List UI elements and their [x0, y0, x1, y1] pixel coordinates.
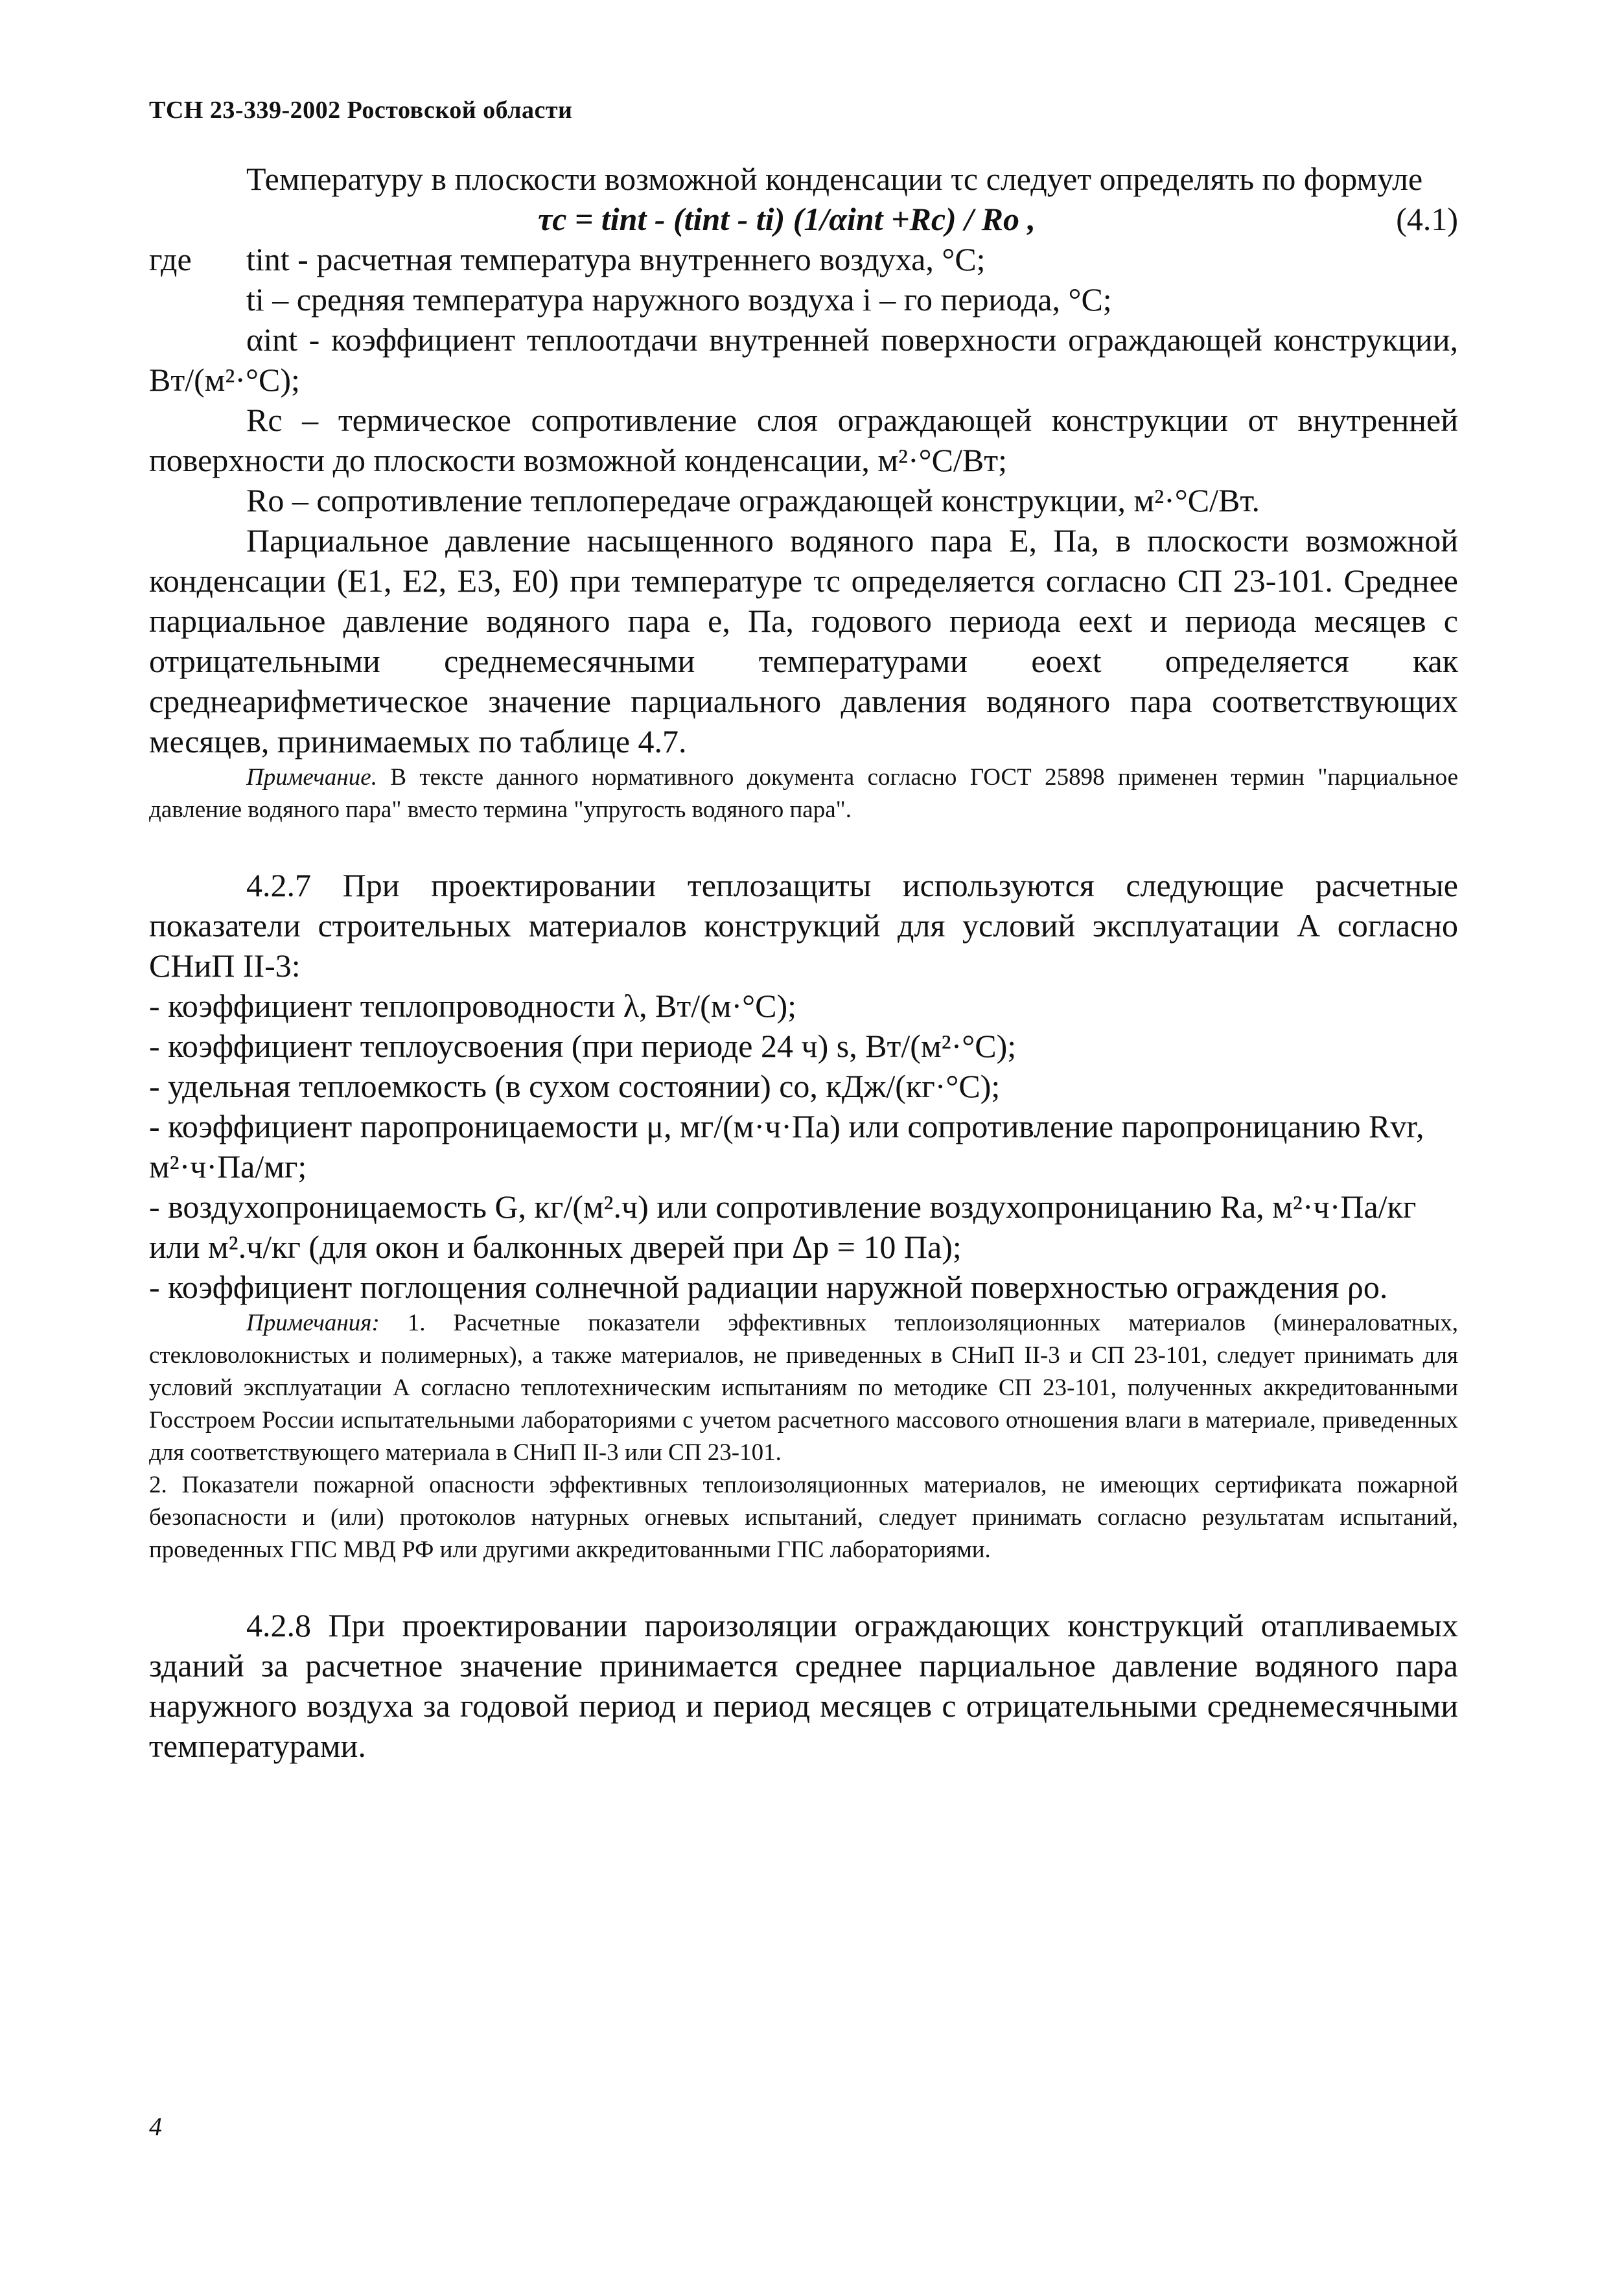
definition-ro: Ro – сопротивление теплопередаче ограждающей конструкции, м²·°С/Вт.	[246, 482, 1260, 518]
note-a-text: 1. Расчетные показатели эффективных теплоизоляционных материалов (минераловатных, стекловолокнистых и полимерных), а также материалов, не приведенных в СНиП II-3 и СП 23-101, следует принимать для условий эксплуатации А согласно теплотехническим испытаниям по методике СП 23-101, полученных аккредитованными Госстроем России испытательными лабораториями с учетом расчетного массового отношения влаги в материале, приведенных для соответствующего материала в СНиП II-3 или СП 23-101.	[149, 1310, 1459, 1466]
intro-paragraph: Температуру в плоскости возможной конденсации τc следует определять по формуле	[246, 161, 1423, 197]
notes-first	[149, 1307, 1458, 1469]
list-item: - коэффициент поглощения солнечной радиации наружной поверхностью ограждения ρo.	[149, 1269, 1388, 1305]
section-4-2-7-number: 4.2.7	[246, 867, 311, 903]
section-4-2-7-text: При проектировании теплозащиты используются следующие расчетные показатели строительных материалов конструкций для условий эксплуатации А согласно СНиП II-3:	[149, 867, 1458, 984]
note-text: В тексте данного нормативного документа согласно ГОСТ 25898 применен термин "парциальное давление водяного пара" вместо термина "упругость водяного пара".	[149, 764, 1459, 823]
where-label: где	[149, 241, 192, 277]
formula-4-1	[149, 199, 1458, 239]
notes-label: Примечания:	[246, 1310, 380, 1336]
list-item: - удельная теплоемкость (в сухом состоянии) co, кДж/(кг·°С);	[149, 1068, 1001, 1104]
list-item: - коэффициент теплопроводности λ, Вт/(м·°С);	[149, 988, 796, 1024]
pressure-paragraph: Парциальное давление насыщенного водяного пара E, Па, в плоскости возможной конденсации (E1, E2, E3, E0) при температуре τc определяется согласно СП 23-101. Среднее парциальное давление водяного пара e, Па, годового периода eext и периода месяцев с отрицательными среднемесячными температурами eoext определяется как среднеарифметическое значение парциального давления водяного пара соответствующих месяцев, принимаемых по таблице 4.7.	[149, 522, 1458, 760]
definition-tint	[149, 239, 1458, 279]
formula-number: (4.1)	[1396, 201, 1458, 237]
definition-tint-text: tint - расчетная температура внутреннего воздуха, °С;	[246, 241, 986, 277]
notes-second: 2. Показатели пожарной опасности эффективных теплоизоляционных материалов, не имеющих сертификата пожарной безопасности и (или) протоколов натурных огневых испытаний, следует принимать согласно результатам испытаний, проведенных ГПС МВД РФ или другими аккредитованными ГПС лабораториями.	[149, 1472, 1458, 1563]
list-item: - воздухопроницаемость G, кг/(м².ч) или сопротивление воздухопроницанию Ra, м²·ч·Па/кг или м².ч/кг (для окон и балконных дверей при Δp = 10 Па);	[149, 1189, 1417, 1265]
section-4-2-8-text: При проектировании пароизоляции ограждающих конструкций отапливаемых зданий за расчетное значение принимается среднее парциальное давление водяного пара наружного воздуха за годовой период и период месяцев с отрицательными среднемесячными температурами.	[149, 1607, 1458, 1764]
definition-ti: ti – средняя температура наружного воздуха i – го периода, °С;	[246, 281, 1112, 318]
document-header: ТСН 23-339-2002 Ростовской области	[149, 97, 573, 124]
section-4-2-7	[149, 865, 1458, 986]
page-number: 4	[149, 2112, 162, 2141]
list-item: - коэффициент теплоусвоения (при периоде 24 ч) s, Вт/(м²·°С);	[149, 1028, 1017, 1064]
document-body	[149, 159, 1458, 1766]
section-4-2-8-number: 4.2.8	[246, 1607, 311, 1643]
note-terminology	[149, 761, 1458, 826]
definition-rc: Rc – термическое сопротивление слоя ограждающей конструкции от внутренней поверхности до плоскости возможной конденсации, м²·°С/Вт;	[149, 402, 1458, 478]
formula-expression: τc = tint - (tint - ti) (1/αint +Rc) / Ro ,	[538, 201, 1036, 237]
list-item: - коэффициент паропроницаемости μ, мг/(м·ч·Па) или сопротивление паропроницанию Rvr, м²·ч·Па/мг;	[149, 1108, 1424, 1185]
note-label: Примечание.	[246, 764, 377, 791]
definition-alpha: αint - коэффициент теплоотдачи внутренней поверхности ограждающей конструкции, Вт/(м²·°С);	[149, 321, 1458, 398]
section-4-2-8	[149, 1605, 1458, 1766]
